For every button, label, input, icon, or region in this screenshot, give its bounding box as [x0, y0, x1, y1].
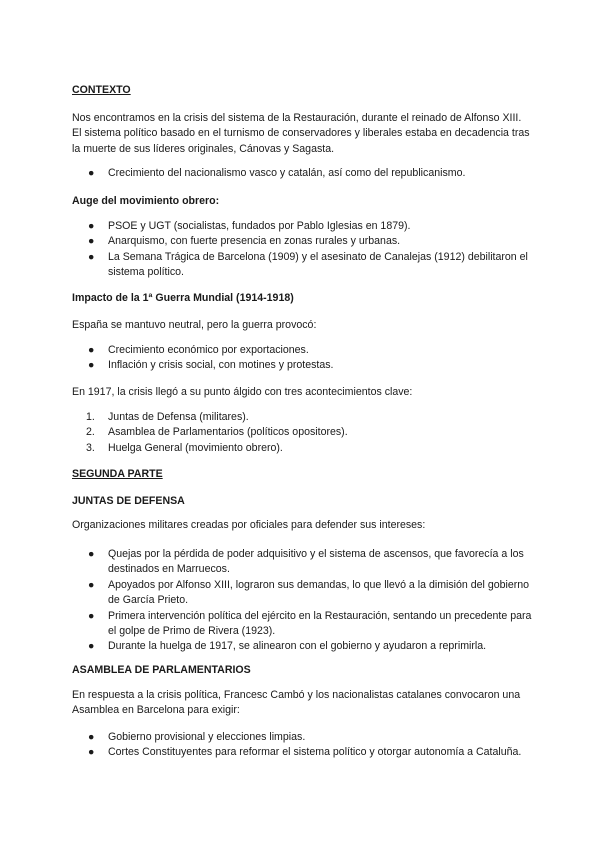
list-auge: [72, 219, 532, 281]
list-item: ● Durante la huelga de 1917, se alinearon con el gobierno y ayudaron a reprimirla.: [72, 639, 532, 654]
list-impacto: [72, 343, 532, 374]
list-item: ● Anarquismo, con fuerte presencia en zonas rurales y urbanas.: [72, 234, 532, 249]
paragraph-asamblea-intro: En respuesta a la crisis política, Francesc Cambó y los nacionalistas catalanes convocaron una Asamblea en Barcelona para exigir:: [72, 689, 521, 717]
bullet-icon: ●: [88, 359, 95, 372]
heading-asamblea: ASAMBLEA DE PARLAMENTARIOS: [72, 664, 251, 676]
list-item: ● Quejas por la pérdida de poder adquisitivo y el sistema de ascensos, que favorecía a los destinados en Marruecos.: [88, 548, 524, 576]
heading-impacto: Impacto de la 1ª Guerra Mundial (1914-1918): [72, 292, 294, 304]
list-item: ● Cortes Constituyentes para reformar el sistema político y otorgar autonomía a Cataluña.: [72, 745, 532, 760]
list-item: ● Inflación y crisis social, con motines y protestas.: [72, 358, 532, 373]
list-item: 2. Asamblea de Parlamentarios (políticos opositores).: [86, 426, 348, 439]
bullet-icon: ●: [88, 167, 95, 179]
bullet-icon: ●: [88, 578, 95, 591]
heading-auge: Auge del movimiento obrero:: [72, 195, 220, 207]
list-juntas: [72, 547, 532, 655]
bullet-icon: ●: [88, 344, 95, 356]
bullet-icon: ●: [88, 609, 95, 622]
heading-juntas: JUNTAS DE DEFENSA: [72, 495, 185, 507]
heading-segunda-parte: SEGUNDA PARTE: [72, 468, 163, 480]
bullet-icon: ●: [88, 746, 95, 759]
paragraph-impacto-intro: España se mantuvo neutral, pero la guerra provocó:: [72, 319, 317, 331]
paragraph-juntas-intro: Organizaciones militares creadas por oficiales para defender sus intereses:: [72, 519, 426, 531]
list-item: ● Crecimiento económico por exportaciones.: [72, 343, 532, 358]
list-item: ● Gobierno provisional y elecciones limpias.: [72, 730, 532, 745]
list-item: 1. Juntas de Defensa (militares).: [86, 411, 249, 423]
bullet-icon: ●: [88, 220, 95, 232]
bullet-icon: ●: [88, 640, 95, 653]
bullet-icon: ●: [88, 548, 95, 560]
bullet-icon: ●: [88, 731, 95, 743]
list-asamblea: [72, 730, 532, 761]
list-item: ● Primera intervención política del ejército en la Restauración, sentando un precedente para el golpe de Primo de Rivera (1923).: [88, 609, 532, 638]
numbered-list-crisis: [72, 410, 532, 456]
paragraph-crisis-intro: En 1917, la crisis llegó a su punto álgido con tres acontecimientos clave:: [72, 386, 413, 398]
list-contexto: [72, 166, 532, 181]
list-item: ● La Semana Trágica de Barcelona (1909) y el asesinato de Canalejas (1912) debilitaron el sistema político.: [88, 250, 528, 279]
list-item: 3. Huelga General (movimiento obrero).: [86, 441, 283, 454]
list-item: ● PSOE y UGT (socialistas, fundados por Pablo Iglesias en 1879).: [72, 219, 532, 234]
list-item: ● Crecimiento del nacionalismo vasco y catalán, así como del republicanismo.: [72, 166, 532, 181]
list-item: ● Apoyados por Alfonso XIII, lograron sus demandas, lo que llevó a la dimisión del gobierno de García Prieto.: [88, 578, 530, 607]
bullet-icon: ●: [88, 235, 95, 248]
paragraph-contexto: Nos encontramos en la crisis del sistema de la Restauración, durante el reinado de Alfonso XIII. El sistema político basado en el turnismo de conservadores y liberales estaba en decadencia tras la muerte de sus líderes originales, Cánovas y Sagasta.: [72, 112, 530, 155]
heading-contexto: CONTEXTO: [72, 84, 131, 96]
bullet-icon: ●: [88, 250, 95, 263]
